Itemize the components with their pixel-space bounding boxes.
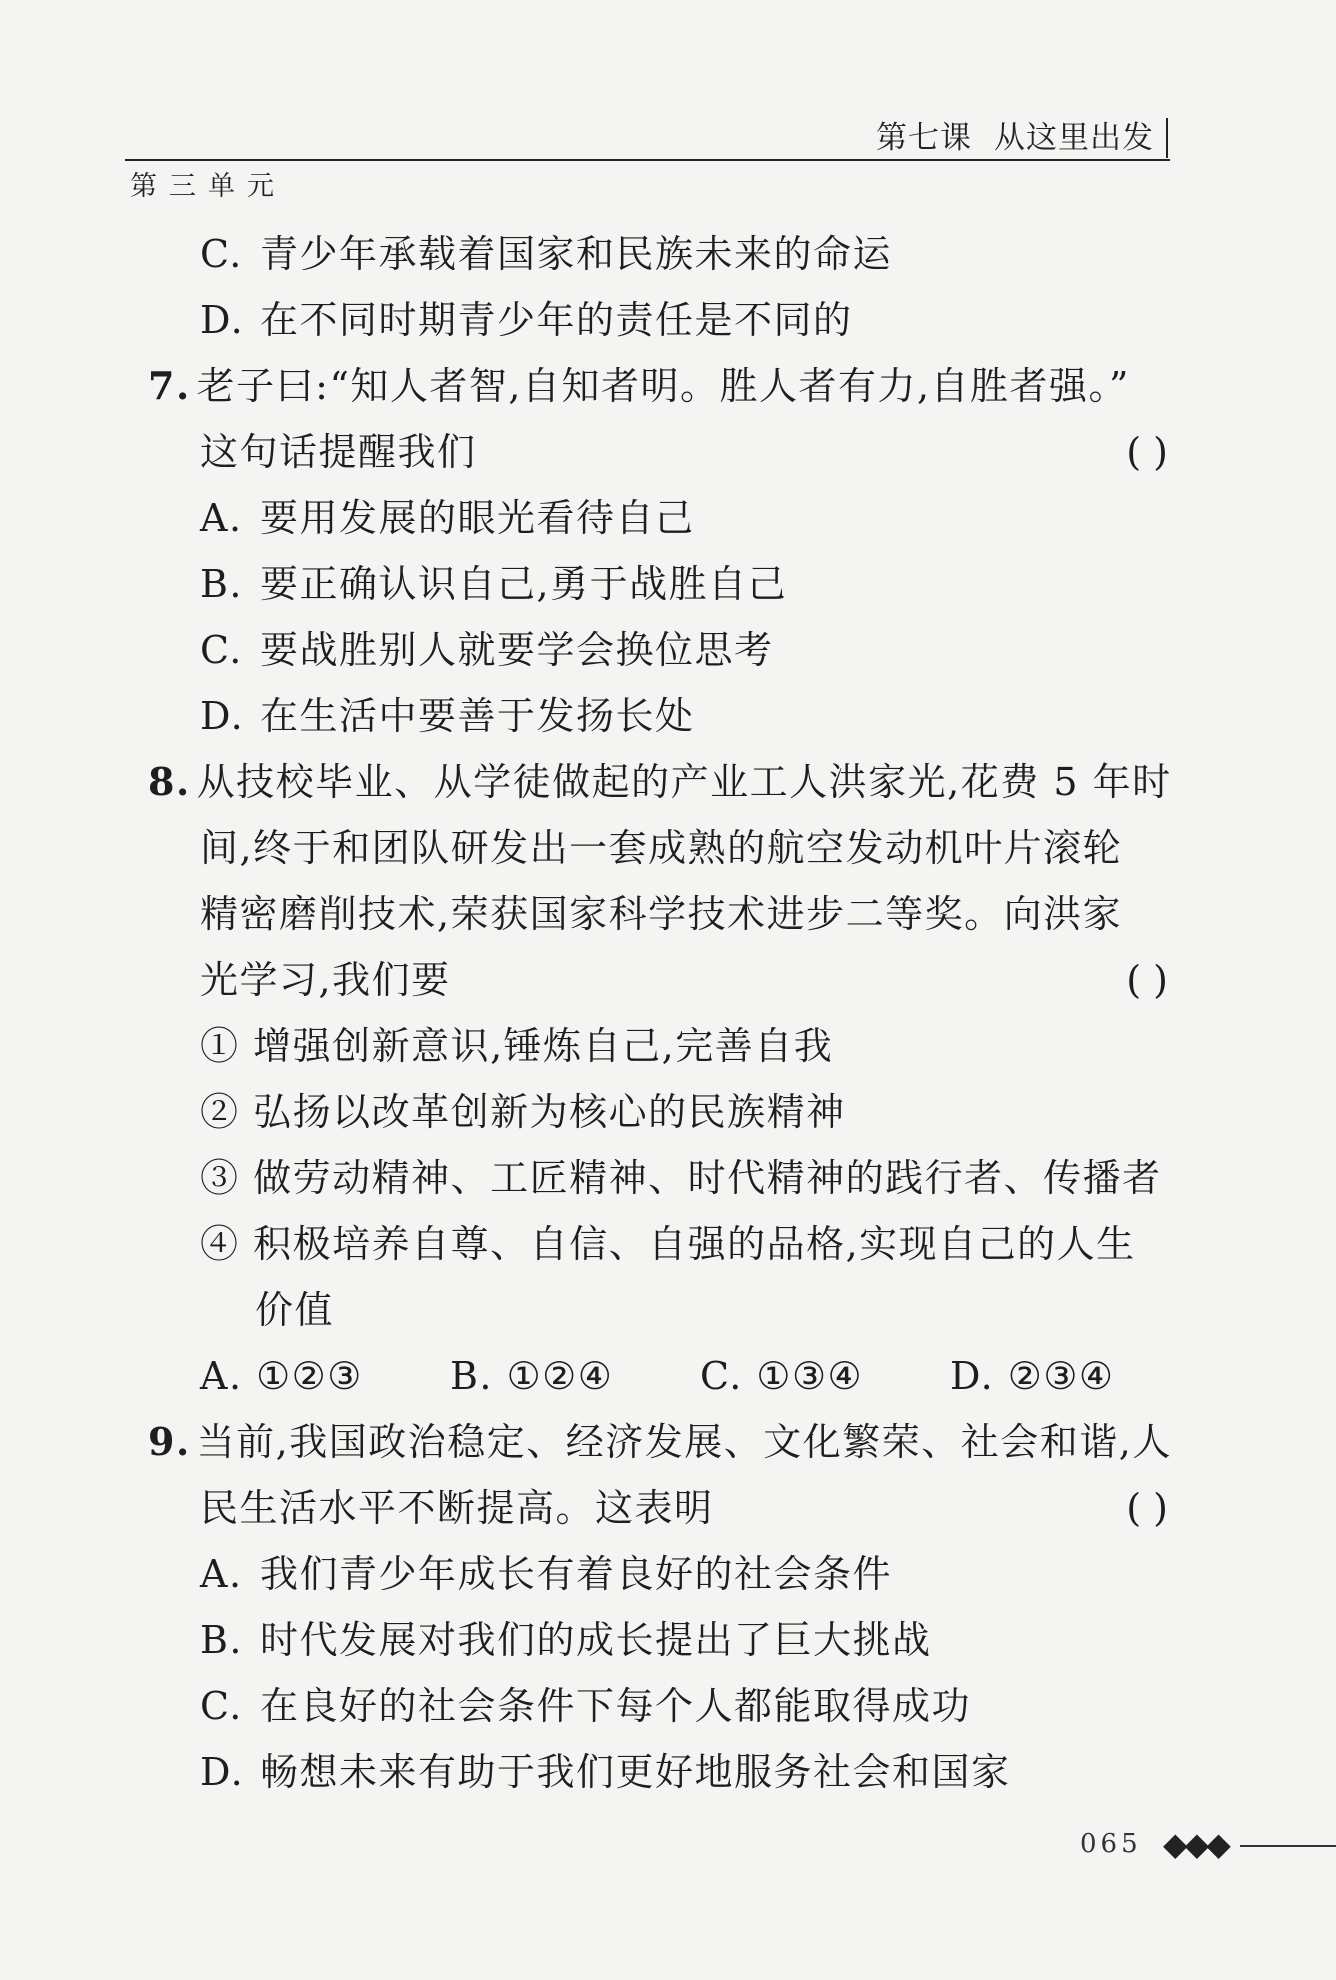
q8-choices: [200, 1351, 1114, 1401]
q9-answer-parentheses: ( ): [1126, 1486, 1168, 1530]
q6-option-d: D. 在不同时期青少年的责任是不同的: [200, 298, 853, 342]
q9-option-a: A. 我们青少年成长有着良好的社会条件: [200, 1552, 893, 1596]
q8-number: 8.: [148, 759, 191, 804]
unit-label: 第三单元: [130, 171, 286, 202]
q8-stem-line-2: 间,终于和团队研发出一套成熟的航空发动机叶片滚轮: [200, 826, 1123, 870]
running-header: [876, 118, 1168, 158]
q9-number: 9.: [148, 1419, 191, 1464]
diamond-ornament-icon: ◆◆◆: [1163, 1825, 1228, 1863]
q8-choice-c: C. ①③④: [700, 1354, 864, 1398]
q7-option-a: A. 要用发展的眼光看待自己: [200, 496, 695, 540]
q9-option-d: D. 畅想未来有助于我们更好地服务社会和国家: [200, 1750, 1011, 1794]
lesson-label: 第七课: [876, 120, 972, 156]
q8-stem-line-1: 8. 从技校毕业、从学徒做起的产业工人洪家光,花费 5 年时: [148, 759, 1172, 804]
q8-choice-b: B. ①②④: [450, 1354, 614, 1398]
q7-stem-line-2: 这句话提醒我们: [200, 430, 477, 474]
q6-option-c: C. 青少年承载着国家和民族未来的命运: [200, 232, 893, 276]
q7-answer-parentheses: ( ): [1126, 430, 1168, 474]
page-number: 065: [1080, 1829, 1142, 1859]
q9-option-c: C. 在良好的社会条件下每个人都能取得成功: [200, 1684, 972, 1728]
q8-choice-a: A. ①②③: [200, 1354, 363, 1398]
q7-number: 7.: [148, 363, 191, 408]
q9-stem-line-1: 9. 当前,我国政治稳定、经济发展、文化繁荣、社会和谐,人: [148, 1419, 1172, 1464]
lesson-title: 从这里出发: [994, 120, 1154, 156]
q9-stem-line-2: 民生活水平不断提高。这表明: [200, 1486, 714, 1530]
q8-stem-line-3: 精密磨削技术,荣获国家科学技术进步二等奖。向洪家: [200, 892, 1123, 936]
q7-option-d: D. 在生活中要善于发扬长处: [200, 694, 695, 738]
q8-stem-line-4: 光学习,我们要: [200, 958, 451, 1002]
q7-stem-line-1: 7. 老子曰:“知人者智,自知者明。胜人者有力,自胜者强。”: [148, 363, 1130, 408]
q7-option-c: C. 要战胜别人就要学会换位思考: [200, 628, 774, 672]
footer-rule: [1240, 1845, 1336, 1847]
q9-option-b: B. 时代发展对我们的成长提出了巨大挑战: [200, 1618, 932, 1662]
q8-statement-3: ③ 做劳动精神、工匠精神、时代精神的践行者、传播者: [200, 1156, 1162, 1200]
q8-statement-4-line-2: 价值: [255, 1288, 335, 1332]
q8-statement-4-line-1: ④ 积极培养自尊、自信、自强的品格,实现自己的人生: [200, 1222, 1136, 1266]
q7-option-b: B. 要正确认识自己,勇于战胜自己: [200, 562, 788, 606]
header-rule: [125, 159, 1170, 161]
q8-answer-parentheses: ( ): [1126, 958, 1168, 1002]
q8-statement-1: ① 增强创新意识,锤炼自己,完善自我: [200, 1024, 834, 1068]
q8-choice-d: D. ②③④: [950, 1354, 1115, 1398]
q8-statement-2: ② 弘扬以改革创新为核心的民族精神: [200, 1090, 846, 1134]
